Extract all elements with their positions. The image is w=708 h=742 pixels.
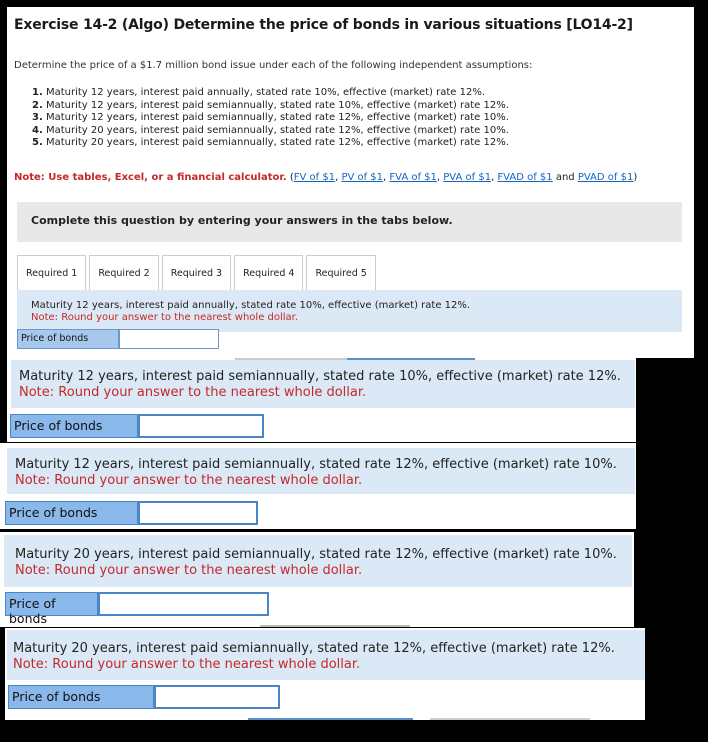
tab-bar [17,255,376,291]
required-3-screenshot [0,443,636,529]
link-pvad[interactable]: PVAD of $1 [577,172,634,183]
required-4-screenshot [0,532,634,627]
question-panel [7,448,635,494]
price-of-bonds-label: Price of bonds [8,685,154,709]
price-of-bonds-input[interactable] [154,685,280,709]
required-1-panel [17,290,682,332]
price-of-bonds-label: Price of bonds [5,592,98,616]
rounding-note: Note: Round your answer to the nearest whole dollar. [15,473,363,488]
link-fvad[interactable]: FVAD of $1 [497,172,553,183]
intro-text: Determine the price of a $1.7 million bond issue under each of the following independent assumptions: [14,60,533,71]
tab-required-2[interactable]: Required 2 [89,255,158,291]
price-of-bonds-label: Price of bonds [17,329,119,349]
question-text: Maturity 20 years, interest paid semiannually, stated rate 12%, effective (market) rate 12%. [13,641,615,656]
tab-underline-active [248,718,413,720]
link-fva[interactable]: FVA of $1 [389,172,437,183]
rounding-note: Note: Round your answer to the nearest whole dollar. [19,385,367,400]
assumption-item: 5. Maturity 20 years, interest paid semiannually, stated rate 12%, effective (market) rate 12%. [32,137,509,148]
question-panel [7,630,645,680]
tab-underline [260,625,410,627]
required-5-screenshot [5,628,645,720]
price-of-bonds-label: Price of bonds [5,501,138,525]
price-of-bonds-label: Price of bonds [10,414,138,438]
rounding-note: Note: Round your answer to the nearest whole dollar. [13,657,361,672]
rounding-note: Note: Round your answer to the nearest whole dollar. [31,312,299,323]
question-text: Maturity 12 years, interest paid semiannually, stated rate 10%, effective (market) rate 12%. [19,369,621,384]
calculator-note: Note: Use tables, Excel, or a financial calculator. (FV of $1, PV of $1, FVA of $1, PVA of $1, FVAD of $1 and PVAD of $1) [14,172,638,183]
link-fv[interactable]: FV of $1 [293,172,336,183]
assumption-item: 1. Maturity 12 years, interest paid annually, stated rate 10%, effective (market) rate 12%. [32,87,486,98]
assumption-item: 2. Maturity 12 years, interest paid semiannually, stated rate 10%, effective (market) rate 12%. [32,99,509,111]
assumptions-list [32,87,509,150]
required-2-screenshot [7,358,636,442]
exercise-title: Exercise 14-2 (Algo) Determine the price of bonds in various situations [LO14-2] [14,17,633,33]
price-of-bonds-input[interactable] [138,501,258,525]
question-panel [11,360,635,408]
price-of-bonds-input[interactable] [119,329,219,349]
instructions-banner: Complete this question by entering your answers in the tabs below. [17,202,682,242]
question-panel [4,535,632,587]
tab-underline [430,718,590,720]
tab-required-3[interactable]: Required 3 [162,255,231,291]
question-text: Maturity 12 years, interest paid semiannually, stated rate 12%, effective (market) rate 10%. [15,457,617,472]
tab-required-1[interactable]: Required 1 [17,255,86,291]
note-prefix: Note: Use tables, Excel, or a financial calculator. [14,172,287,183]
link-pv[interactable]: PV of $1 [341,172,384,183]
question-text: Maturity 12 years, interest paid annually, stated rate 10%, effective (market) rate 12%. [31,300,471,311]
tab-required-4[interactable]: Required 4 [234,255,303,291]
price-of-bonds-input[interactable] [138,414,264,438]
question-text: Maturity 20 years, interest paid semiannually, stated rate 12%, effective (market) rate 10%. [15,547,617,562]
assumption-item: 4. Maturity 20 years, interest paid semiannually, stated rate 12%, effective (market) rate 10%. [32,124,509,136]
tab-required-5[interactable]: Required 5 [306,255,375,291]
link-pva[interactable]: PVA of $1 [443,172,492,183]
question-page [7,7,694,358]
assumption-item: 3. Maturity 12 years, interest paid semiannually, stated rate 12%, effective (market) rate 10%. [32,112,509,123]
price-of-bonds-input[interactable] [98,592,269,616]
rounding-note: Note: Round your answer to the nearest whole dollar. [15,563,363,578]
